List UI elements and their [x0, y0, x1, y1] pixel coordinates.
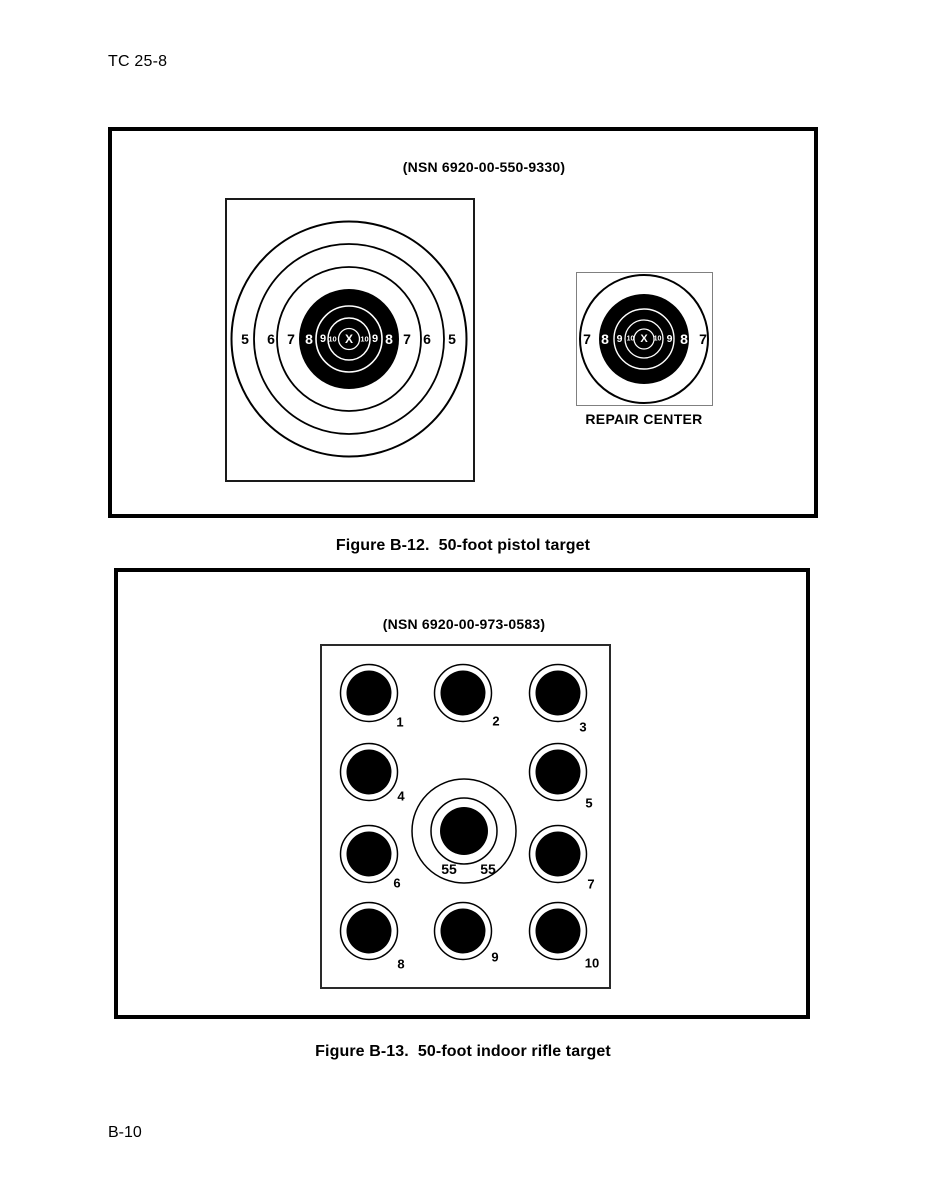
pistol-ring-number: 6: [267, 331, 275, 347]
rifle-bull-black: [347, 832, 392, 877]
pistol-ring-number: 5: [448, 331, 456, 347]
repair-ring-number: 7: [699, 331, 707, 347]
figure-b13-frame: [114, 568, 810, 1019]
rifle-bull-black: [536, 750, 581, 795]
repair-ring-number: 9: [616, 333, 623, 345]
repair-ring-number: 9: [666, 333, 673, 345]
rifle-center-black: [440, 807, 488, 855]
repair-ring-number: 10: [653, 335, 662, 343]
rifle-bull-number: 1: [396, 714, 404, 730]
rifle-bull-number: 4: [397, 788, 405, 804]
repair-ring-number: 8: [680, 331, 688, 347]
rifle-bull-number: 3: [579, 719, 587, 735]
rifle-bull-black: [441, 671, 486, 716]
pistol-target-paper: [225, 198, 475, 482]
pistol-ring-number: 10: [328, 334, 337, 344]
rifle-bull-number: 6: [393, 875, 401, 891]
rifle-bull-black: [347, 671, 392, 716]
figure-b12-caption: Figure B-12. 50-foot pistol target: [335, 537, 591, 554]
figure-b13-nsn: (NSN 6920-00-973-0583): [382, 616, 546, 632]
rifle-bull-number: 8: [397, 956, 405, 972]
rifle-target-paper: [320, 644, 611, 989]
repair-ring-number: 7: [583, 331, 591, 347]
pistol-ring-number: 8: [305, 331, 313, 347]
pistol-ring-number: 7: [403, 331, 411, 347]
repair-ring-number: 10: [626, 335, 635, 343]
repair-center-graphic: [577, 273, 712, 405]
pistol-ring-number: 9: [319, 333, 327, 345]
rifle-bull-number: 10: [584, 955, 600, 971]
doc-code: TC 25-8: [108, 53, 168, 70]
rifle-center-label: 55: [441, 861, 457, 877]
pistol-ring-number: 10: [360, 334, 369, 344]
pistol-target-graphic: [227, 200, 473, 480]
rifle-bull-black: [347, 909, 392, 954]
repair-center-label: REPAIR CENTER: [585, 411, 703, 427]
rifle-bull-number: 9: [491, 949, 499, 965]
pistol-ring-number: X: [344, 332, 354, 346]
rifle-target-graphic: [322, 646, 609, 987]
rifle-bull-black: [347, 750, 392, 795]
pistol-ring-number: 7: [287, 331, 295, 347]
figure-b12-nsn: (NSN 6920-00-550-9330): [402, 159, 566, 175]
figure-b13-caption: Figure B-13. 50-foot indoor rifle target: [315, 1043, 611, 1060]
rifle-bull-black: [441, 909, 486, 954]
repair-ring-number: 8: [601, 331, 609, 347]
pistol-ring-number: 8: [385, 331, 393, 347]
rifle-bull-black: [536, 832, 581, 877]
rifle-bull-black: [536, 909, 581, 954]
figure-b12-frame: [108, 127, 818, 518]
pistol-ring-number: 5: [241, 331, 249, 347]
pistol-ring-number: 6: [423, 331, 431, 347]
page-number: B-10: [108, 1124, 142, 1141]
pistol-ring-number: 9: [371, 333, 379, 345]
rifle-center-label: 55: [480, 861, 496, 877]
repair-ring-number: X: [640, 333, 648, 345]
rifle-bull-black: [536, 671, 581, 716]
rifle-bull-number: 2: [492, 713, 500, 729]
rifle-bull-number: 7: [587, 876, 595, 892]
rifle-bull-number: 5: [585, 795, 593, 811]
repair-center-paper: [576, 272, 713, 406]
